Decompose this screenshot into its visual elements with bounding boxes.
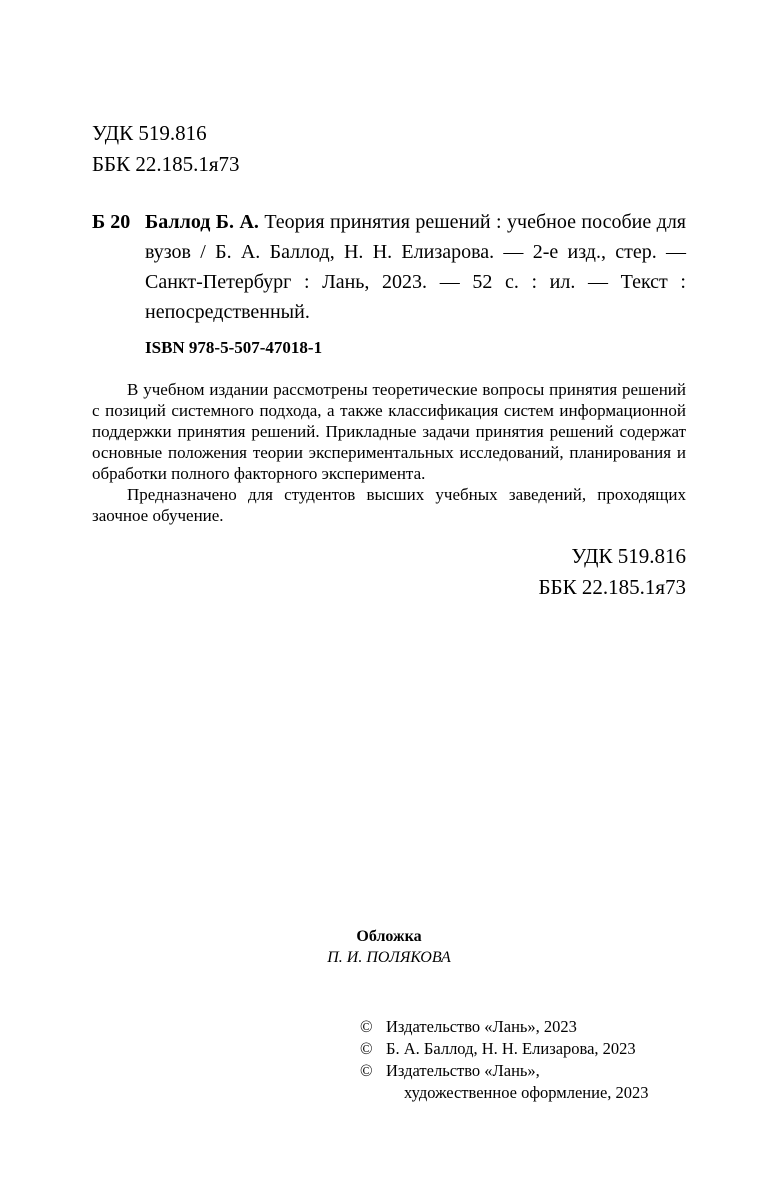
- annotation-paragraph-1: В учебном издании рассмотрены теоретические вопросы принятия решений с позиций системного подхода, а также классификация систем информационной поддержки принятия решений. Прикладные задачи принятия решений содержат основные положения теории экспериментальных исследований, планирования и обработки полного факторного эксперимента.: [92, 380, 686, 483]
- copyright-text: Б. А. Баллод, Н. Н. Елизарова, 2023: [386, 1039, 636, 1058]
- copyright-block: [360, 1016, 649, 1104]
- right-codes-block: [92, 541, 686, 603]
- copyright-text-continuation: художественное оформление, 2023: [404, 1083, 649, 1102]
- copyright-line: [360, 1016, 649, 1038]
- udk-top-line: УДК 519.816: [92, 121, 207, 145]
- udk-right-line: УДК 519.816: [571, 544, 686, 568]
- copyright-text: Издательство «Лань»,: [386, 1061, 540, 1080]
- top-codes-block: [92, 118, 686, 180]
- copyright-symbol: ©: [360, 1017, 373, 1036]
- annotation-block: [92, 379, 686, 526]
- copyright-text: Издательство «Лань», 2023: [386, 1017, 577, 1036]
- annotation-paragraph-2: Предназначено для студентов высших учебных заведений, проходящих заочное обучение.: [92, 485, 686, 525]
- copyright-line: [360, 1038, 649, 1060]
- copyright-line: [360, 1060, 649, 1082]
- copyright-symbol: ©: [360, 1061, 373, 1080]
- isbn: ISBN 978-5-507-47018-1: [145, 338, 323, 357]
- cover-credit-label: Обложка: [356, 928, 422, 945]
- bbk-top-line: ББК 22.185.1я73: [92, 152, 240, 176]
- bibliographic-description: [145, 207, 686, 327]
- author-name: Баллод Б. А.: [145, 211, 259, 233]
- cover-credit-block: [92, 926, 686, 968]
- bbk-right-line: ББК 22.185.1я73: [538, 575, 686, 599]
- bibliographic-description-text: Теория принятия решений : учебное пособие для вузов / Б. А. Баллод, Н. Н. Елизарова. — 2-е изд., стер. — Санкт-Петербург : Лань, 2023. — 52 с. : ил. — Текст : непосредственный.: [145, 211, 687, 323]
- copyright-symbol: ©: [360, 1039, 373, 1058]
- cover-artist-name: П. И. ПОЛЯКОВА: [327, 949, 451, 966]
- classification-code: Б 20: [92, 211, 131, 233]
- bibliographic-entry: [92, 207, 686, 327]
